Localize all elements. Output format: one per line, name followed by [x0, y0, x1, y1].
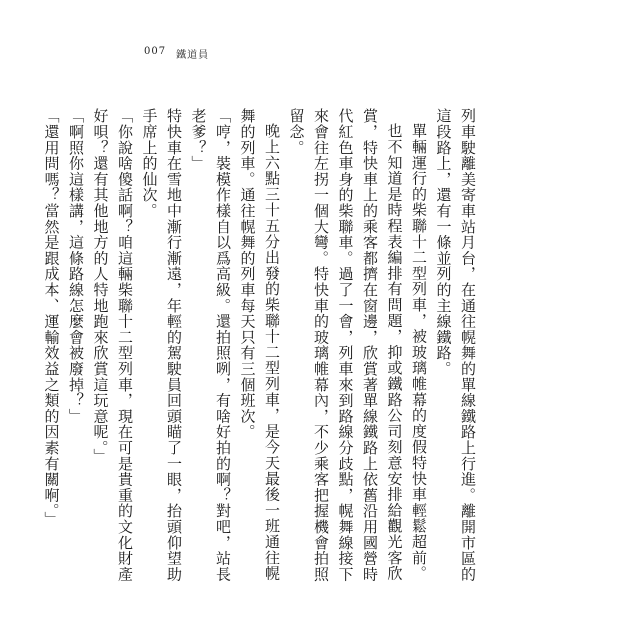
- dialogue-3: 「啊照你這樣講，這條路線怎麼會被廢掉？」: [67, 108, 85, 424]
- book-title: 鐵道員: [176, 50, 210, 61]
- paragraph-5: 特快車在雪地中漸行漸遠，年輕的駕駛員回頭瞄了一眼，抬頭仰望助手席上的仙次。: [140, 108, 183, 582]
- paragraph-1: 列車駛離美寄車站月台，在通往幌舞的單線鐵路上行進。離開市區的這段路上，還有一條並列的主線鐵路。: [434, 108, 477, 582]
- running-header: [144, 46, 209, 61]
- paragraph-3: 也不知道是時程表編排有問題，抑或鐵路公司刻意安排給觀光客欣賞，特快車上的乘客都擠在窗邊，欣賞著單線鐵路上依舊沿用國營時代紅色車身的柴聯車。過了一會，列車來到路線分歧點，幌舞線接下來會往左拐一個大彎。特快車的玻璃帷幕內，不少乘客把握機會拍照留念。: [287, 108, 404, 582]
- page-number: 007: [144, 46, 167, 57]
- vertical-body-text: [39, 108, 480, 588]
- paragraph-4: 晚上六點三十五分出發的柴聯十二型列車，是今天最後一班通往幌舞的列車。通往幌舞的列車每天只有三個班次。: [238, 108, 281, 582]
- dialogue-2: 「你說啥傻話啊？咱這輛柴聯十二型列車，現在可是貴重的文化財產好唄？還有其他地方的人特地跑來欣賞這玩意呢。」: [91, 108, 134, 582]
- dialogue-4: 「還用問嗎？當然是跟成本、運輸效益之類的因素有關哬。」: [42, 108, 61, 528]
- dialogue-1: 「哼，裝模作樣自以爲高級。還拍照咧，有啥好拍的啊？對吧，站長老爹？」: [189, 108, 232, 582]
- paragraph-2: 單輛運行的柴聯十二型列車，被玻璃帷幕的度假特快車輕鬆超前。: [410, 123, 428, 582]
